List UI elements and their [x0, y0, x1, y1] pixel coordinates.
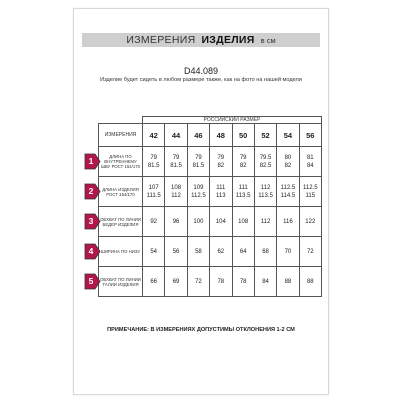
- measurement-value: [210, 147, 232, 177]
- value-line: 81.5: [147, 162, 160, 169]
- measurement-value: [299, 267, 321, 297]
- value-line: 122: [305, 218, 316, 225]
- badge-number: 4: [88, 245, 94, 256]
- size-cell: 48: [210, 124, 232, 147]
- measurement-row: [99, 207, 322, 237]
- measurement-value: [299, 177, 321, 207]
- measurement-value: [254, 207, 276, 237]
- title-product: ИЗДЕЛИЯ: [201, 34, 255, 46]
- article-code: D44.089: [183, 66, 219, 76]
- value-line: 69: [172, 278, 180, 285]
- value-line: 82: [284, 162, 292, 169]
- value-line: 96: [172, 218, 180, 225]
- value-line: 92: [150, 218, 158, 225]
- badge-number: 2: [88, 185, 94, 196]
- value-line: 80: [284, 154, 292, 161]
- measurement-value: [165, 207, 187, 237]
- value-line: 58: [195, 248, 202, 255]
- measurement-name: ОБХВАТ ПО ЛИНИИ БЕДЕР ИЗДЕЛИЯ: [99, 207, 143, 237]
- measurement-value: [232, 147, 254, 177]
- badge-number: 3: [88, 215, 94, 226]
- measurement-row: [99, 147, 322, 177]
- value-line: 112.5: [191, 192, 206, 199]
- value-line: 100: [193, 218, 204, 225]
- measurement-value: [210, 177, 232, 207]
- value-line: 79: [195, 154, 202, 161]
- value-line: 79.5: [259, 154, 272, 161]
- measurement-value: [277, 177, 299, 207]
- measurement-name: ОБХВАТ ПО ЛИНИИ ТАЛИИ ИЗДЕЛИЯ: [99, 267, 143, 297]
- value-line: 112: [260, 184, 271, 191]
- value-line: 68: [262, 248, 269, 255]
- value-line: 84: [306, 162, 314, 169]
- measurement-value: [187, 207, 209, 237]
- measurement-value: [277, 237, 299, 267]
- measurement-value: [165, 147, 187, 177]
- measurement-value: [232, 207, 254, 237]
- measurement-value: [143, 177, 165, 207]
- value-line: 72: [306, 248, 314, 255]
- row-number-badge: [84, 213, 101, 230]
- measurement-value: [143, 237, 165, 267]
- value-line: 79: [150, 154, 158, 161]
- value-line: 66: [150, 278, 158, 285]
- measurement-value: [143, 147, 165, 177]
- value-line: 104: [215, 218, 226, 225]
- value-line: 82: [239, 162, 247, 169]
- measurement-value: [254, 147, 276, 177]
- value-line: 116: [283, 218, 293, 225]
- measurement-row: [99, 267, 322, 297]
- measurement-row: [99, 237, 322, 267]
- tolerance-note: ПРИМЕЧАНИЕ: В ИЗМЕРЕНИЯХ ДОПУСТИМЫ ОТКЛОНЕНИЯ 1-2 СМ: [107, 327, 295, 333]
- value-line: 82.5: [259, 162, 272, 169]
- value-line: 113.5: [235, 192, 251, 199]
- badge-number: 5: [88, 275, 94, 286]
- value-line: 112.5: [303, 184, 318, 191]
- row-number-badge: [84, 273, 101, 290]
- row-number-badge: [84, 153, 101, 170]
- value-line: 112.5: [280, 184, 296, 191]
- size-cell: 56: [299, 124, 321, 147]
- value-line: 79: [239, 154, 247, 161]
- size-cell: 50: [232, 124, 254, 147]
- value-line: 112: [260, 218, 271, 225]
- corner-cell: [99, 117, 143, 124]
- badge-number: 1: [88, 155, 94, 166]
- size-cell: 44: [165, 124, 187, 147]
- measurement-value: [299, 147, 321, 177]
- measurement-value: [210, 237, 232, 267]
- value-line: 82: [217, 162, 225, 169]
- value-line: 78: [217, 278, 225, 285]
- value-line: 88: [306, 278, 314, 285]
- measurements-column-header: ИЗМЕРЕНИЯ: [99, 124, 143, 147]
- value-line: 112: [171, 192, 181, 199]
- row-number-badge: [84, 243, 101, 260]
- value-line: 84: [262, 278, 269, 285]
- measurement-value: [232, 267, 254, 297]
- value-line: 107: [148, 184, 159, 191]
- value-line: 81.5: [170, 162, 182, 169]
- measurement-value: [143, 207, 165, 237]
- size-cell: 46: [187, 124, 209, 147]
- size-table: [98, 116, 322, 297]
- measurement-value: [299, 237, 321, 267]
- size-system-header: РОССИЙСКИЙ РАЗМЕР: [143, 117, 322, 124]
- size-numbers-row: [99, 124, 322, 147]
- value-line: 108: [238, 218, 249, 225]
- value-line: 115: [305, 192, 316, 199]
- measurement-value: [299, 207, 321, 237]
- size-cell: 42: [143, 124, 165, 147]
- value-line: 111: [238, 184, 248, 191]
- measurement-value: [232, 237, 254, 267]
- value-line: 79: [172, 154, 180, 161]
- measurement-name: ДЛИНА ИЗДЕЛИЯ РОСТ 164/170: [99, 177, 143, 207]
- measurement-value: [277, 267, 299, 297]
- size-cell: 54: [277, 124, 299, 147]
- value-line: 113.5: [258, 192, 273, 199]
- measurement-row: [99, 177, 322, 207]
- measurement-value: [187, 177, 209, 207]
- measurement-value: [165, 177, 187, 207]
- measurement-value: [210, 267, 232, 297]
- value-line: 111: [216, 184, 226, 191]
- value-line: 70: [284, 248, 292, 255]
- value-line: 108: [171, 184, 182, 191]
- measurement-value: [143, 267, 165, 297]
- size-header-row: [99, 117, 322, 124]
- measurement-value: [254, 177, 276, 207]
- measurement-value: [187, 267, 209, 297]
- measurement-value: [187, 147, 209, 177]
- measurement-value: [232, 177, 254, 207]
- measurement-value: [254, 237, 276, 267]
- fit-note: Изделие будет сидеть в любом размере также, как на фото на нашей модели: [100, 77, 302, 83]
- measurement-name: ДЛИНА ПО ВНУТРЕННЕМУ ШВУ РОСТ 164/170: [99, 147, 143, 177]
- value-line: 114.5: [280, 192, 296, 199]
- value-line: 62: [217, 248, 225, 255]
- measurement-value: [277, 207, 299, 237]
- size-chart-sheet: [73, 8, 329, 395]
- value-line: 81.5: [192, 162, 205, 169]
- measurement-value: [210, 207, 232, 237]
- value-line: 113: [216, 192, 226, 199]
- value-line: 79: [217, 154, 225, 161]
- title-units: в см: [260, 35, 276, 45]
- value-line: 72: [195, 278, 202, 285]
- title-measurements: ИЗМЕРЕНИЯ: [126, 34, 196, 46]
- value-line: 81: [306, 154, 314, 161]
- measurement-name: ШИРИНА ПО НИЗУ: [99, 237, 143, 267]
- value-line: 111.5: [146, 192, 161, 199]
- value-line: 109: [193, 184, 204, 191]
- measurement-value: [165, 267, 187, 297]
- value-line: 78: [239, 278, 247, 285]
- value-line: 56: [172, 248, 180, 255]
- measurement-value: [165, 237, 187, 267]
- measurement-value: [187, 237, 209, 267]
- measurement-value: [277, 147, 299, 177]
- value-line: 88: [284, 278, 292, 285]
- title-banner: [82, 33, 320, 47]
- value-line: 54: [150, 248, 158, 255]
- size-cell: 52: [254, 124, 276, 147]
- value-line: 64: [239, 248, 247, 255]
- row-number-badge: [84, 183, 101, 200]
- measurement-value: [254, 267, 276, 297]
